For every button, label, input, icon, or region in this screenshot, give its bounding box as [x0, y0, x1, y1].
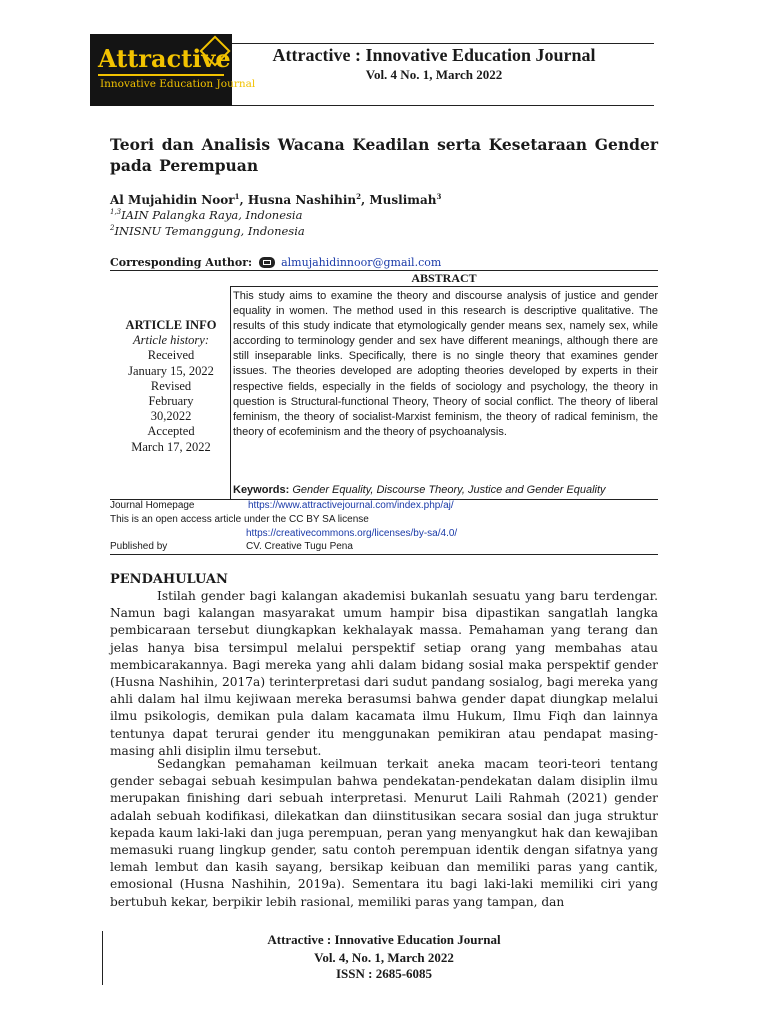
abstract-rule-mid: [230, 286, 658, 287]
logo-subtitle: Innovative Education Journal: [100, 78, 256, 90]
body-paragraph: Sedangkan pemahaman keilmuan terkait aneka macam teori-teori tentang gender sebagai sebuah kesimpulan bahwa pendekatan-pendekatan dalam disiplin ilmu merupakan finishing dari sebuah interpretasi. Menurut Laili Rahmah (2021) gender adalah sebuah kodifikasi, dilekatkan dan diinstitusikan secara sosial dan juga struktur kepada kaum laki-laki dan juga perempuan, peran yang menyangkut hak dan kewajiban memasuki ruang lingkup gender, satu contoh perempuan identik dengan sifatnya yang lemah lembut dan kasih sayang, bersikap keibuan dan memiliki paras yang cantik, emosional (Husna Nashihin, 2019a). Sementara itu bagi laki-laki memiliki ciri yang bertubuh kekar, berpikir lebih rasional, memiliki paras yang tampan, dan: [110, 757, 658, 909]
publisher-label: Published by: [110, 541, 168, 552]
affiliation: [110, 224, 305, 238]
revised-label: Revised: [150, 378, 192, 393]
article-info-heading: ARTICLE INFO: [125, 318, 217, 332]
publication-rule: [110, 554, 658, 555]
corresponding-email-link[interactable]: almujahidinnoor@gmail.com: [281, 256, 442, 269]
accepted-label: Accepted: [147, 424, 195, 439]
affiliation-text: INISNU Temanggung, Indonesia: [114, 224, 305, 238]
header-rule-bottom: [232, 105, 654, 106]
journal-title: Attractive : Innovative Education Journal: [272, 45, 596, 65]
corresponding-author: Corresponding Author: almujahidinnoor@gmail.com: [110, 256, 442, 269]
logo-word: Attractive: [98, 44, 231, 73]
author-sup: 3: [436, 192, 442, 201]
publisher-name: CV. Creative Tugu Pena: [246, 541, 353, 552]
author-name: Husna Nashihin: [247, 193, 357, 207]
keywords-label: Keywords: [233, 484, 286, 496]
open-access-text: This is an open access article under the CC BY SA license: [110, 514, 369, 525]
affiliation-text: IAIN Palangka Raya, Indonesia: [121, 208, 303, 222]
abstract-text: This study aims to examine the theory and discourse analysis of justice and gender equality in women. The method used in this research is descriptive qualitative. The results of this study indicate that etymologically gender means sex, namely sex, while according to terminology gender and sex have different meanings, although there are still inseparable links. Specifically, there is no single theory that examines gender issues. The theories developed are adopting theories developed by experts in their respective fields, especially in the fields of sociology and psychology, the theory in question is Structural-functional Theory, Theory of social conflict. The theory of liberal feminism, the theory of socialist-Marxist feminism, the theory of radical feminism, the theory of ecofeminism and the theory of psychoanalysis.: [233, 290, 658, 438]
author-sup: 2: [356, 192, 362, 201]
header-rule-top: [232, 43, 654, 44]
license-link[interactable]: https://creativecommons.org/licenses/by-sa/4.0/: [246, 528, 458, 539]
author-list: Al Mujahidin Noor$^1$, Husna Nashihin$^2$, Muslimah$^3$: [110, 192, 442, 207]
footer-journal: Attractive : Innovative Education Journal: [267, 932, 501, 947]
received-label: Received: [147, 348, 195, 363]
footer-volume: Vol. 4, No. 1, March 2022: [314, 950, 454, 965]
journal-logo: [90, 34, 256, 106]
homepage-label: Journal Homepage: [110, 500, 195, 511]
affiliation: [110, 208, 302, 222]
keywords-value: Gender Equality, Discourse Theory, Justice and Gender Equality: [292, 484, 606, 496]
paper-title: Teori dan Analisis Wacana Keadilan serta Kesetaraan Gender pada Perempuan: [110, 135, 658, 175]
article-info: [110, 318, 232, 455]
received-date: January 15, 2022: [128, 363, 214, 378]
footer-issn: ISSN : 2685-6085: [335, 966, 433, 981]
article-history-label: Article history:: [132, 333, 210, 348]
affiliation-sup: 2: [110, 224, 115, 233]
footer-rule: [102, 931, 103, 985]
journal-volume: Vol. 4 No. 1, March 2022: [365, 67, 503, 82]
homepage-link[interactable]: https://www.attractivejournal.com/index.php/aj/: [248, 500, 454, 511]
section-heading: PENDAHULUAN: [110, 572, 228, 587]
author-name: Muslimah: [369, 193, 437, 207]
revised-date: 30,2022: [150, 409, 192, 424]
logo-divider: [98, 74, 224, 76]
author-name: Al Mujahidin Noor: [110, 193, 235, 207]
author-sup: 1: [234, 192, 240, 201]
affiliation-sup: 1,3: [110, 208, 122, 217]
accepted-date: March 17, 2022: [131, 439, 211, 454]
abstract-heading: ABSTRACT: [411, 271, 477, 285]
corresponding-label: Corresponding Author: [110, 256, 249, 269]
body-paragraph: Istilah gender bagi kalangan akademisi bukanlah sesuatu yang baru terdengar. Namun bagi kalangan masyarakat umum hampir bisa dipastikan sangatlah langka pembicaraan tersebut diungkapkan kekhalayak massa. Pemahaman yang terang dan jelas hanya bisa tersimpul melalui perspektif setiap orang yang membahas atau membicarakannya. Bagi mereka yang ahli dalam bidang sosial maka perspektif gender (Husna Nashihin, 2017a) terinterpretasi dari sudut pandang sosialog, bagi mereka yang ahli dalam hal ilmu kejiwaan mereka berasumsi bahwa gender dapat diungkap melalui ilmu psikologis, demikan pula dalam kacamata ilmu Hukum, Ilmu Fiqh dan lainnya tentunya dapat terurai gender itu menggunakan pemikiran atau pendapat masing-masing ahli disiplin ilmu tersebut.: [110, 589, 658, 758]
revised-date: February: [148, 394, 194, 409]
keywords: Keywords: Gender Equality, Discourse Theory, Justice and Gender Equality: [233, 484, 606, 496]
mail-icon: [259, 257, 275, 268]
